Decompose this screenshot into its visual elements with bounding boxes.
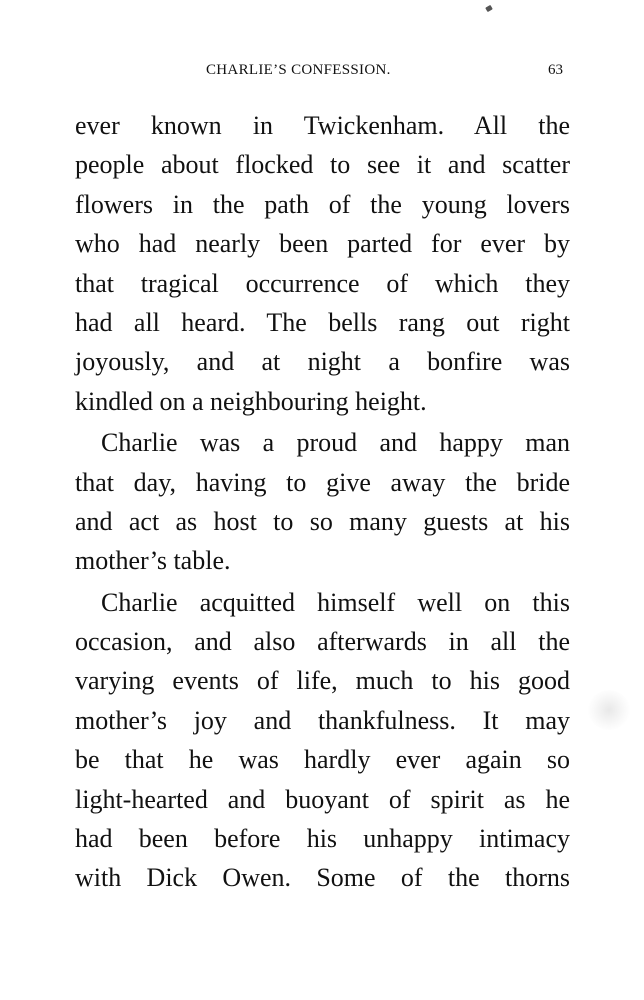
text-line: Charlie acquitted himself well on this xyxy=(101,587,570,617)
text-line: varying events of life, much to his good xyxy=(75,666,570,696)
text-line: joyously, and at night a bonfire was xyxy=(75,347,570,377)
text-line: had all heard. The bells rang out right xyxy=(75,307,570,337)
text-line: people about flocked to see it and scatter xyxy=(75,150,570,180)
paragraph xyxy=(75,423,570,581)
paragraph xyxy=(75,583,570,898)
text-line: mother’s joy and thankfulness. It may xyxy=(75,705,570,735)
text-line: light-hearted and buoyant of spirit as he xyxy=(75,784,570,814)
text-line: flowers in the path of the young lovers xyxy=(75,189,570,219)
text-line: be that he was hardly ever again so xyxy=(75,745,570,775)
text-line: mother’s table. xyxy=(75,546,231,576)
text-line: ever known in Twickenham. All the xyxy=(75,111,570,140)
paper-stain xyxy=(588,690,630,730)
running-head: CHARLIE’S CONFESSION. xyxy=(206,62,391,78)
text-line: with Dick Owen. Some of the thorns xyxy=(75,863,570,893)
ink-speck xyxy=(485,5,493,12)
body-text xyxy=(75,106,570,898)
text-line: kindled on a neighbouring height. xyxy=(75,386,427,416)
text-line: that tragical occurrence of which they xyxy=(75,268,570,298)
text-line: who had nearly been parted for ever by xyxy=(75,229,570,259)
paragraph xyxy=(75,106,570,421)
text-line: Charlie was a proud and happy man xyxy=(101,428,570,458)
text-line: and act as host to so many guests at his xyxy=(75,506,570,536)
text-line: that day, having to give away the bride xyxy=(75,467,570,497)
page-number: 63 xyxy=(548,62,563,78)
text-line: occasion, and also afterwards in all the xyxy=(75,627,570,657)
text-line: had been before his unhappy intimacy xyxy=(75,824,570,854)
